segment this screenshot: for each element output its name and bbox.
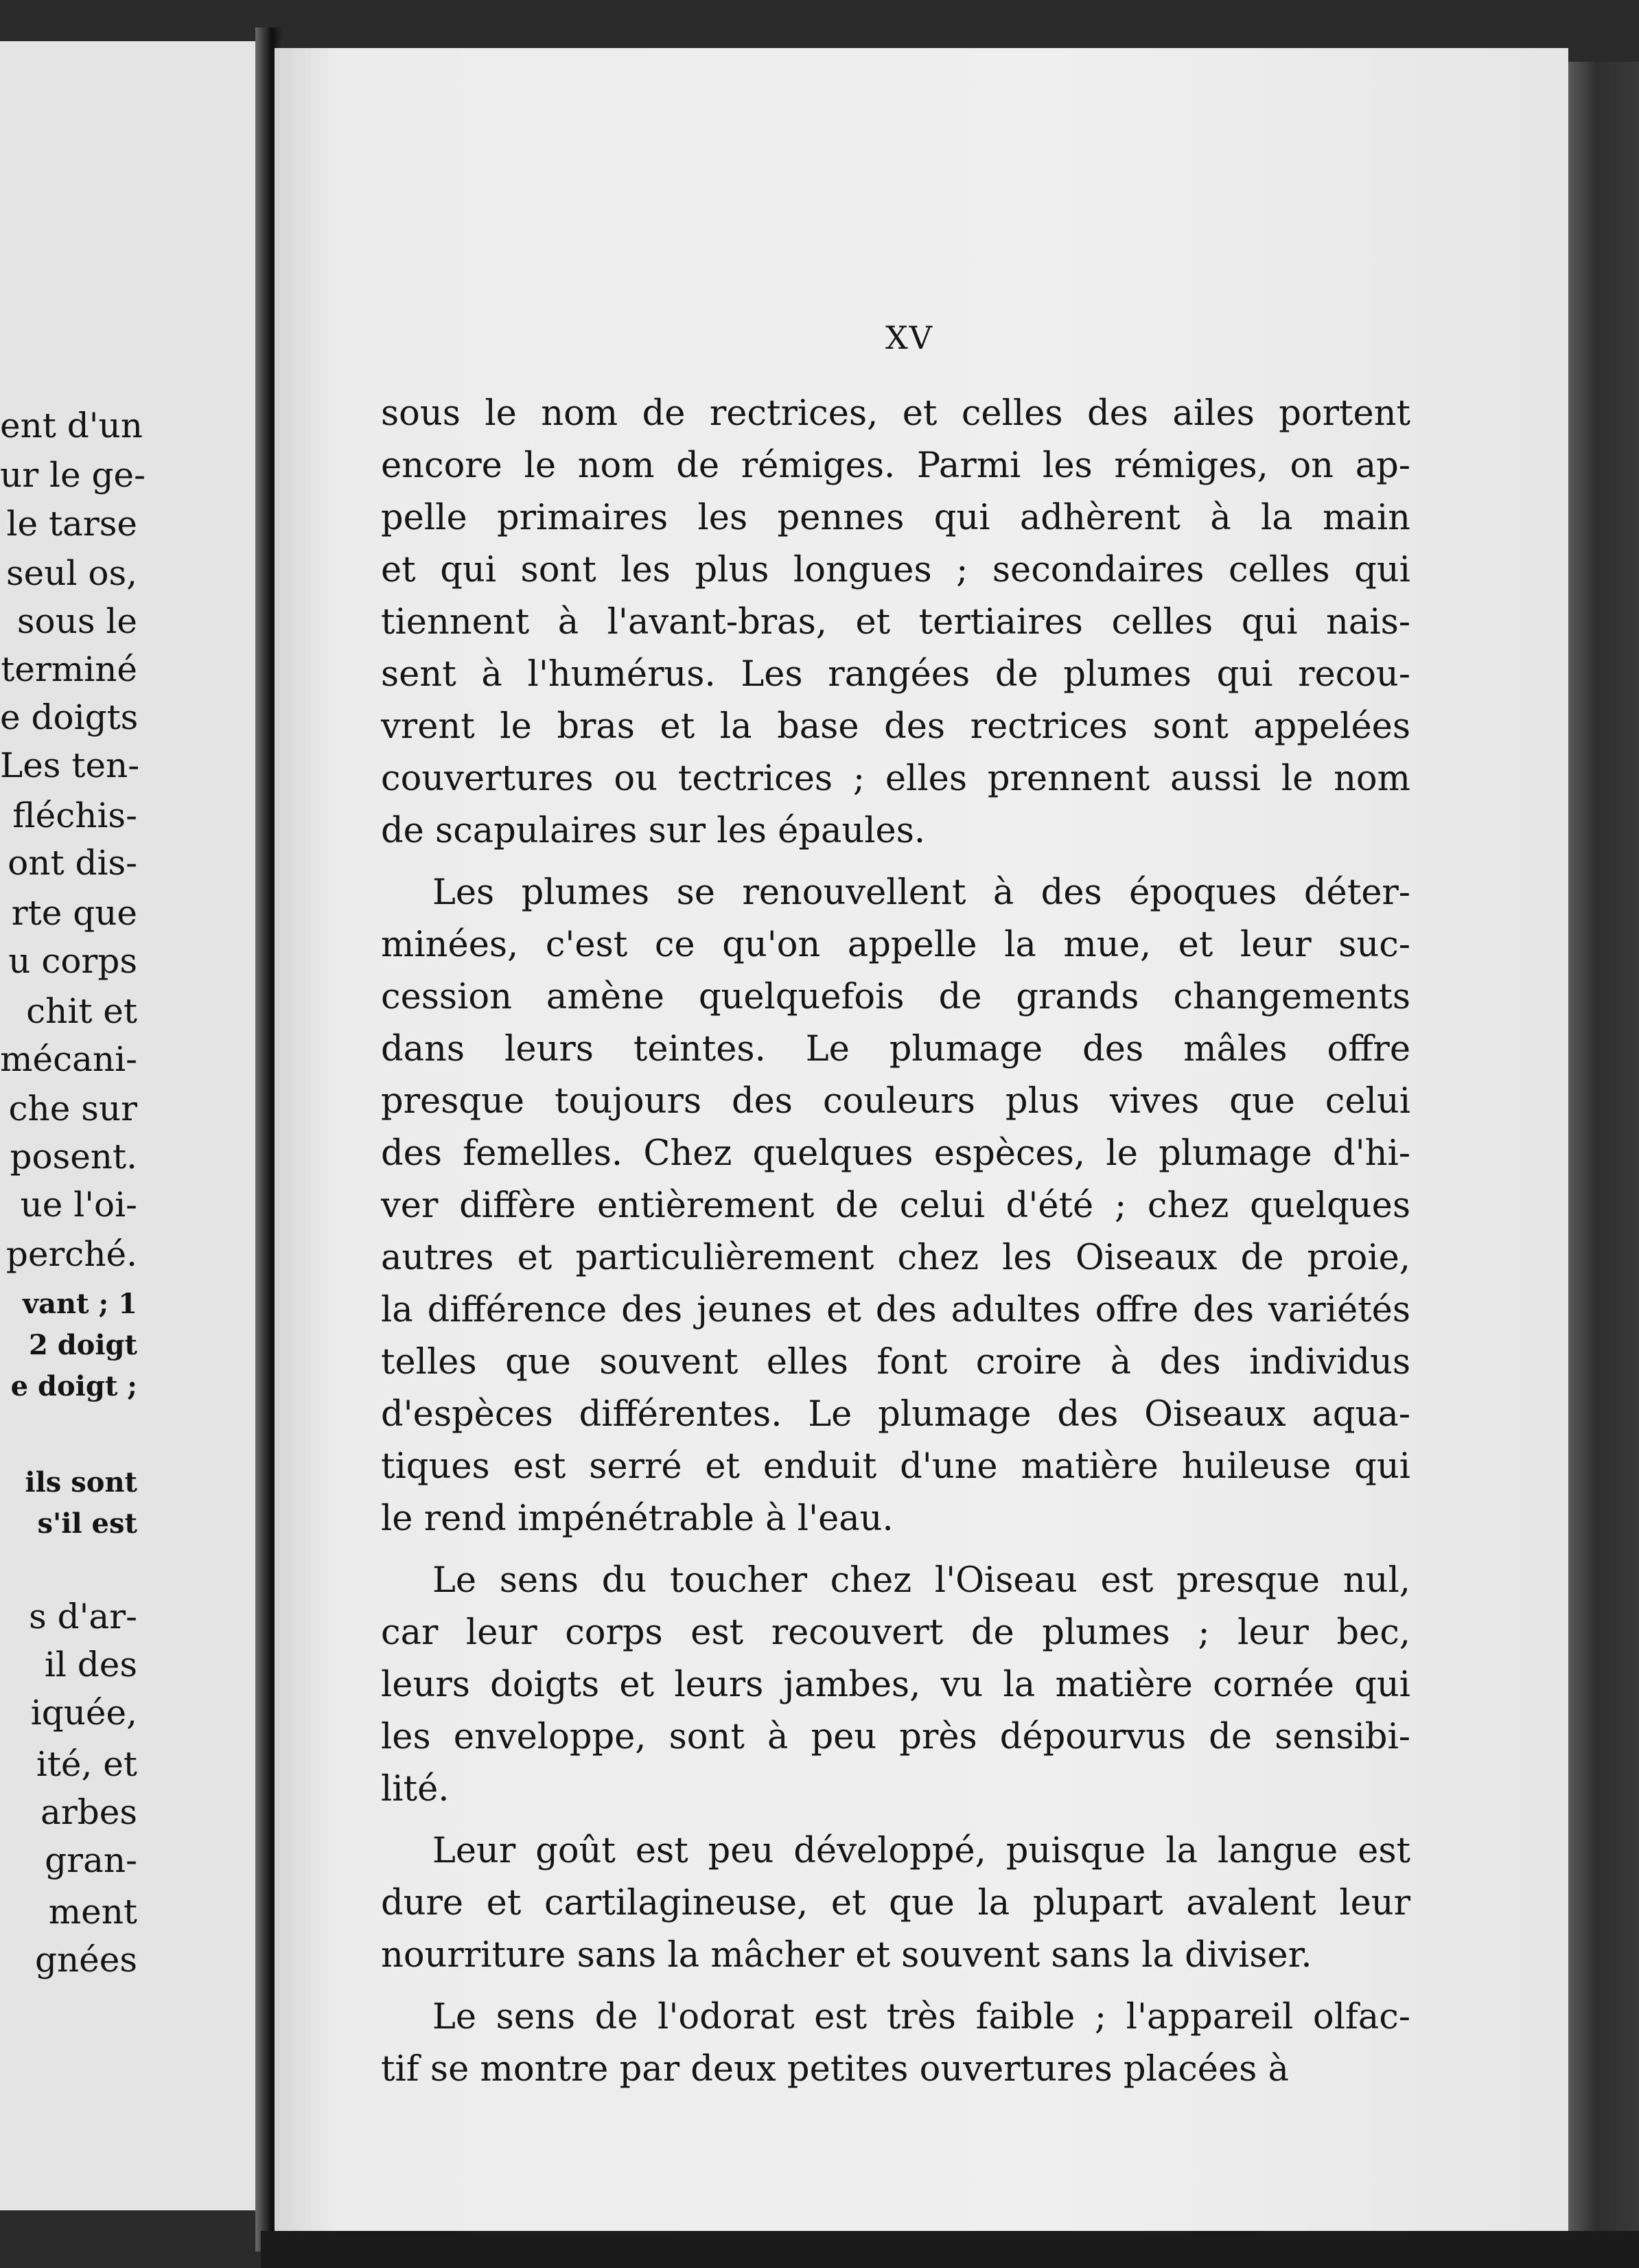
previous-page-line: gnées xyxy=(34,1940,137,1980)
text-line: de scapulaires sur les épaules. xyxy=(381,811,926,851)
text-line: des femelles. Chez quelques espèces, le plumage d'hi- xyxy=(381,1133,1410,1174)
previous-page-line: arbes xyxy=(40,1792,137,1832)
body-text xyxy=(381,388,1410,2096)
previous-page-line: ils sont xyxy=(25,1466,137,1498)
text-line: nourriture sans la mâcher et souvent sans la diviser. xyxy=(381,1935,1312,1976)
text-line: Le sens de l'odorat est très faible ; l'appareil olfac- xyxy=(432,1997,1410,2037)
previous-page-line: perché. xyxy=(5,1234,137,1274)
bottom-shadow xyxy=(261,2231,1639,2268)
previous-page-line: s'il est xyxy=(37,1507,137,1540)
previous-page-line: gran- xyxy=(45,1840,137,1880)
paragraph xyxy=(381,1555,1410,1816)
text-line: car leur corps est recouvert de plumes ; leur bec, xyxy=(381,1612,1410,1653)
previous-page-line: ité, et xyxy=(36,1744,137,1784)
paragraph-gap xyxy=(381,1816,1410,1825)
previous-page-line: vant ; 1 xyxy=(22,1288,137,1320)
text-line: Le sens du toucher chez l'Oiseau est presque nul, xyxy=(432,1560,1410,1601)
previous-page-line: il des xyxy=(44,1645,137,1685)
text-line: sous le nom de rectrices, et celles des ailes portent xyxy=(381,393,1410,434)
text-line: les enveloppe, sont à peu près dépourvus de sensibi- xyxy=(381,1717,1410,1757)
text-line: Les plumes se renouvellent à des époques déter- xyxy=(432,872,1410,913)
text-line: vrent le bras et la base des rectrices sont appelées xyxy=(381,706,1410,747)
paragraph xyxy=(381,1825,1410,1982)
previous-page-line: e doigt ; xyxy=(10,1370,137,1402)
previous-page-line: rte que xyxy=(11,893,137,933)
text-line: sent à l'humérus. Les rangées de plumes qui recou- xyxy=(381,654,1410,695)
previous-page-line: fléchis- xyxy=(12,796,137,835)
text-line: telles que souvent elles font croire à des individus xyxy=(381,1342,1410,1382)
previous-page-line: sous le xyxy=(16,601,137,641)
text-line: Leur goût est peu développé, puisque la langue est xyxy=(432,1831,1410,1871)
text-line: minées, c'est ce qu'on appelle la mue, et leur suc- xyxy=(381,925,1410,965)
page-number: XV xyxy=(885,319,933,356)
paragraph-gap xyxy=(381,857,1410,867)
paragraph-gap xyxy=(381,1545,1410,1555)
previous-page-line: posent. xyxy=(10,1137,137,1177)
previous-page-line: che sur xyxy=(8,1089,137,1129)
previous-page-line: ont dis- xyxy=(8,843,137,883)
previous-page-line: ur le ge- xyxy=(0,455,146,495)
text-line: encore le nom de rémiges. Parmi les rémiges, on ap- xyxy=(381,445,1410,486)
previous-page-line: chit et xyxy=(26,991,137,1031)
text-line: couvertures ou tectrices ; elles prennent aussi le nom xyxy=(381,759,1410,799)
previous-page-line: mécani- xyxy=(0,1039,137,1079)
text-line: tiques est serré et enduit d'une matière huileuse qui xyxy=(381,1446,1410,1487)
paragraph xyxy=(381,867,1410,1545)
text-line: d'espèces différentes. Le plumage des Oiseaux aqua- xyxy=(381,1394,1410,1435)
text-line: tiennent à l'avant-bras, et tertiaires celles qui nais- xyxy=(381,602,1410,643)
previous-page-line: seul os, xyxy=(6,553,137,593)
text-line: et qui sont les plus longues ; secondaires celles qui xyxy=(381,550,1410,590)
text-line: leurs doigts et leurs jambes, vu la matière cornée qui xyxy=(381,1665,1410,1705)
text-line: presque toujours des couleurs plus vives que celui xyxy=(381,1081,1410,1122)
text-line: ver diffère entièrement de celui d'été ; chez quelques xyxy=(381,1185,1410,1226)
previous-page-line: iquée, xyxy=(30,1693,137,1733)
paragraph xyxy=(381,388,1410,857)
previous-page-line: ue l'oi- xyxy=(20,1185,137,1225)
text-line: pelle primaires les pennes qui adhèrent à la main xyxy=(381,498,1410,538)
paragraph-gap xyxy=(381,1982,1410,1991)
paragraph xyxy=(381,1991,1410,2096)
previous-page-line: terminé xyxy=(1,649,137,689)
text-line: la différence des jeunes et des adultes offre des variétés xyxy=(381,1290,1410,1330)
text-line: autres et particulièrement chez les Oiseaux de proie, xyxy=(381,1238,1410,1278)
page-edge-shadow xyxy=(1568,62,1639,2268)
previous-page-line: ent d'un xyxy=(0,406,143,445)
previous-page-line: Les ten- xyxy=(0,745,140,785)
previous-page-line: s d'ar- xyxy=(29,1597,137,1636)
text-line: dans leurs teintes. Le plumage des mâles offre xyxy=(381,1029,1410,1069)
previous-page-line: le tarse xyxy=(6,504,137,544)
text-line: dure et cartilagineuse, et que la plupart avalent leur xyxy=(381,1883,1410,1923)
text-line: lité. xyxy=(381,1769,450,1809)
text-line: le rend impénétrable à l'eau. xyxy=(381,1498,894,1539)
text-line: tif se montre par deux petites ouvertures placées à xyxy=(381,2049,1289,2090)
previous-page-line: ment xyxy=(48,1892,137,1932)
text-line: cession amène quelquefois de grands changements xyxy=(381,977,1410,1017)
previous-page-line: e doigts xyxy=(0,697,139,737)
previous-page-line: 2 doigt xyxy=(28,1329,137,1361)
previous-page-line: u corps xyxy=(8,941,137,981)
